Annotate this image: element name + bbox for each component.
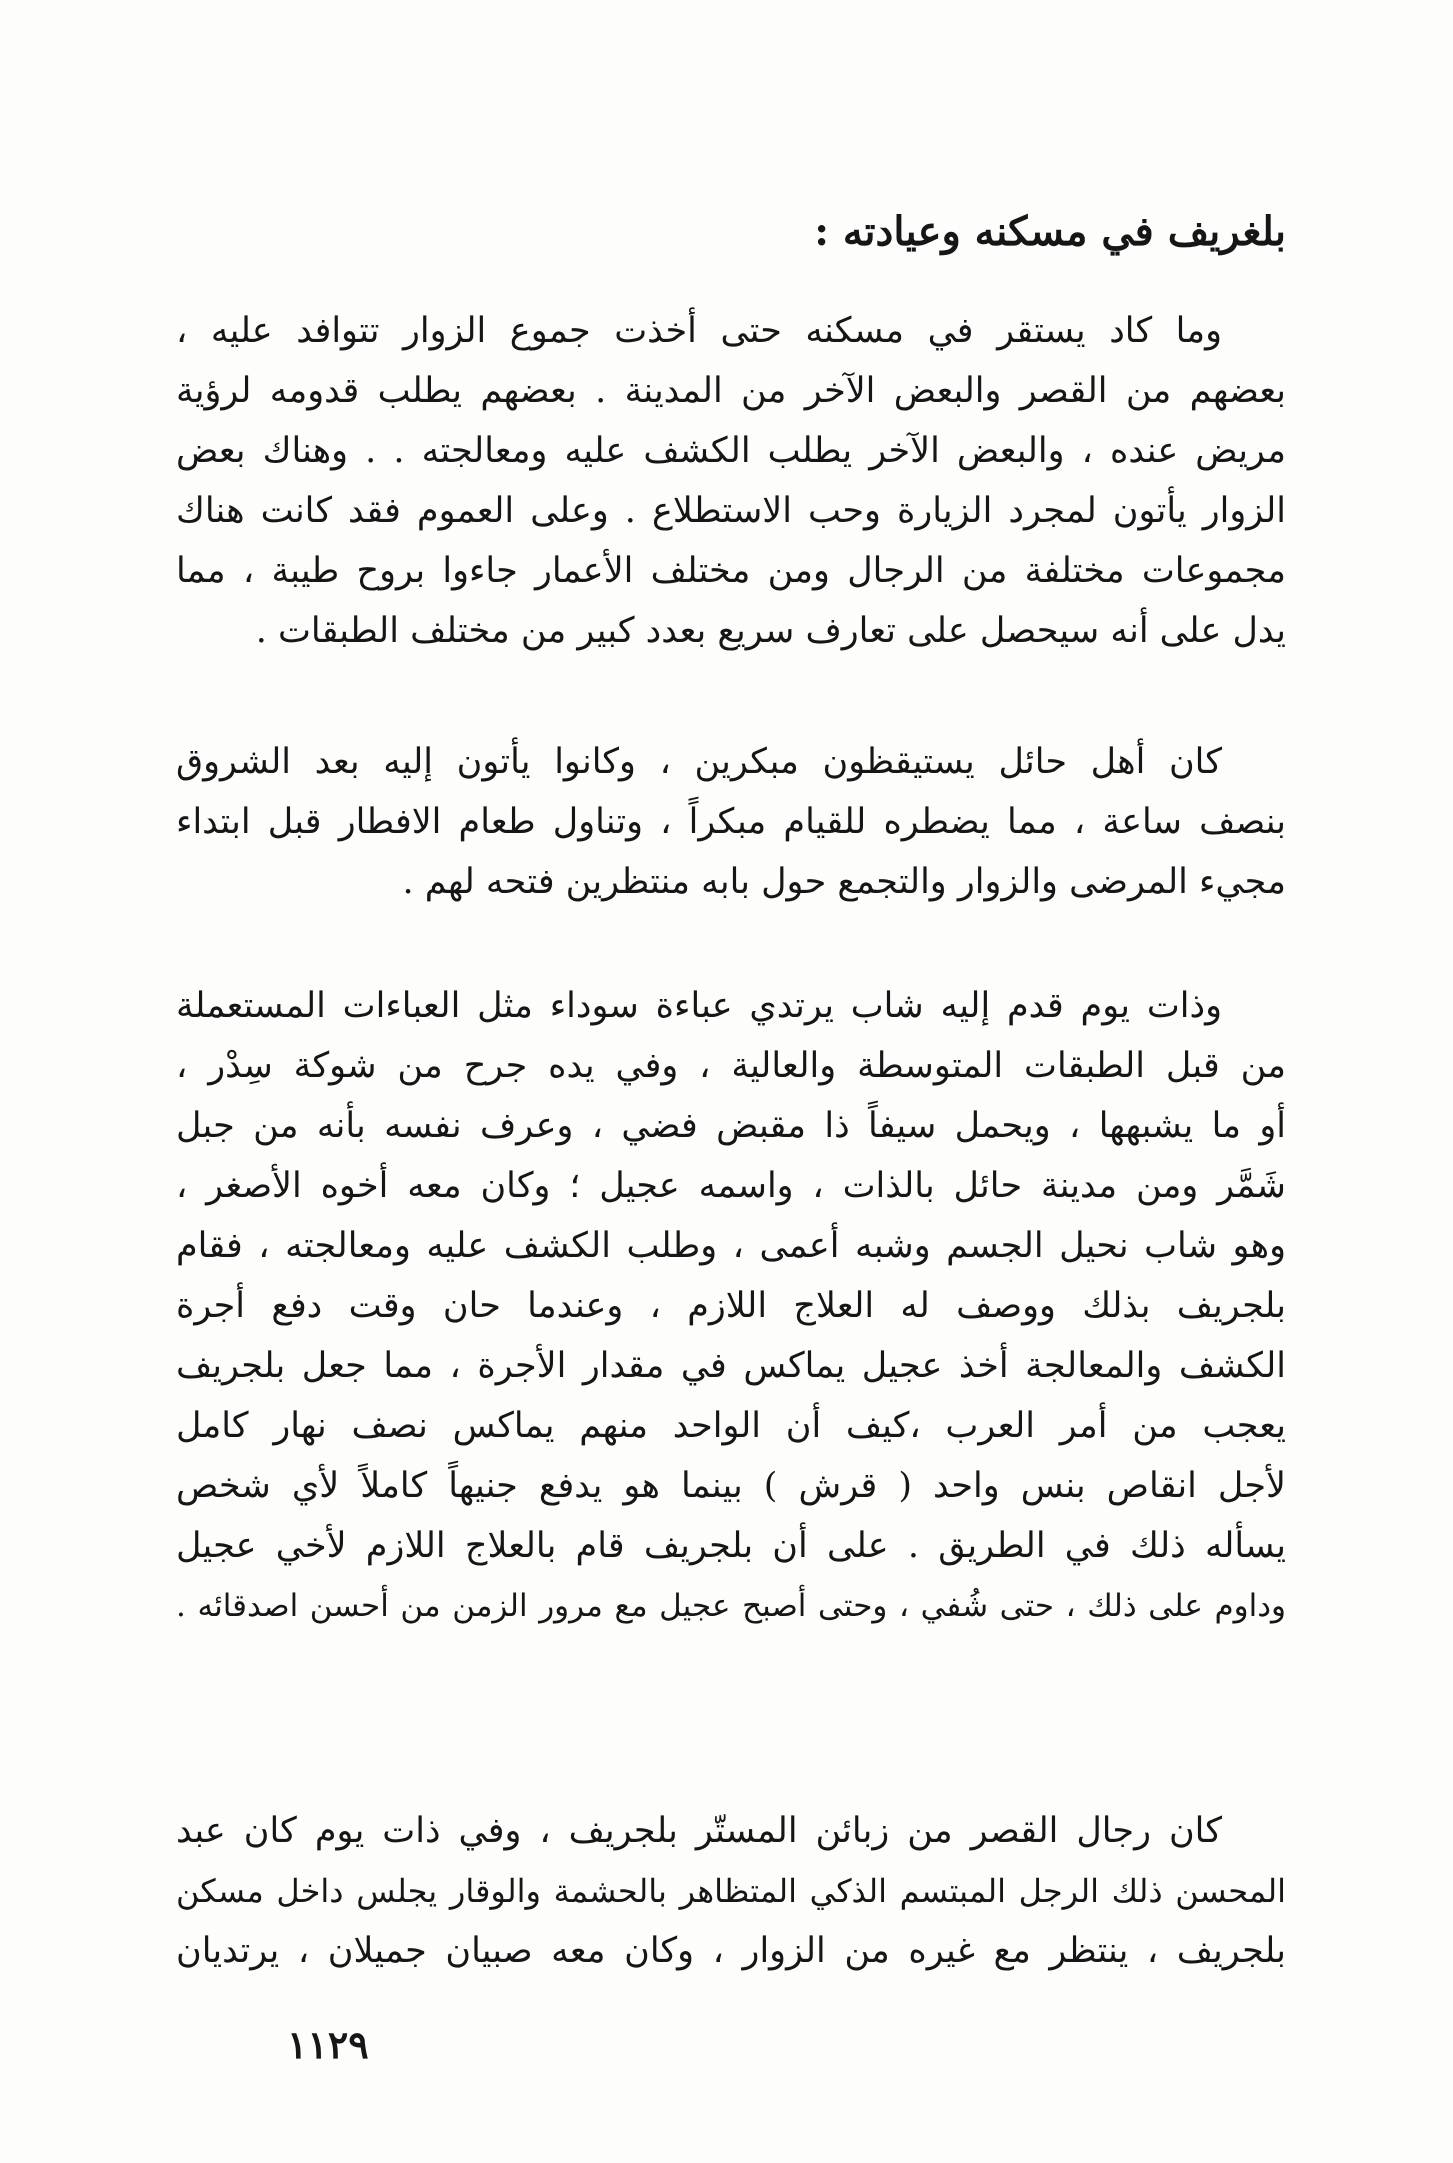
text-line: وذات يوم قدم إليه شاب يرتدي عباءة سوداء مثل العباءات المستعملة (176, 986, 1222, 1026)
text-line: بلجريف ، ينتظر مع غيره من الزوار ، وكان معه صبيان جميلان ، يرتديان (176, 1931, 1286, 1971)
text-line: وداوم على ذلك ، حتى شُفي ، وحتى أصبح عجيل مع مرور الزمن من أحسن اصدقائه . (176, 1588, 1286, 1624)
text-line: مجيء المرضى والزوار والتجمع حول بابه منتظرين فتحه لهم . (402, 862, 1286, 902)
text-line: بعضهم من القصر والبعض الآخر من المدينة . بعضهم يطلب قدومه لرؤية (176, 371, 1286, 411)
text-line: الزوار يأتون لمجرد الزيارة وحب الاستطلاع . وعلى العموم فقد كانت هناك (176, 491, 1286, 531)
text-line: يدل على أنه سيحصل على تعارف سريع بعدد كبير من مختلف الطبقات . (255, 611, 1286, 651)
text-line: من قبل الطبقات المتوسطة والعالية ، وفي يده جرح من شوكة سِدْر ، (176, 1046, 1286, 1086)
text-line: وما كاد يستقر في مسكنه حتى أخذت جموع الزوار تتوافد عليه ، (176, 311, 1222, 351)
text-line: وهو شاب نحيل الجسم وشبه أعمى ، وطلب الكشف عليه ومعالجته ، فقام (176, 1226, 1286, 1266)
text-line: بلجريف بذلك ووصف له العلاج اللازم ، وعندما حان وقت دفع أجرة (176, 1286, 1286, 1326)
text-line: كان رجال القصر من زبائن المستّر بلجريف ، وفي ذات يوم كان عبد (176, 1811, 1222, 1851)
text-line: بنصف ساعة ، مما يضطره للقيام مبكراً ، وتناول طعام الافطار قبل ابتداء (176, 802, 1286, 842)
text-line: المحسن ذلك الرجل المبتسم الذكي المتظاهر بالحشمة والوقار يجلس داخل مسكن (176, 1872, 1286, 1910)
text-line: كان أهل حائل يستيقظون مبكرين ، وكانوا يأتون إليه بعد الشروق (176, 742, 1222, 782)
text-line: لأجل انقاص بنس واحد ( قرش ) بينما هو يدفع جنيهاً كاملاً لأي شخص (176, 1466, 1286, 1506)
section-heading: بلغريف في مسكنه وعيادته : (814, 208, 1286, 255)
page-number: ١١٢٩ (287, 2022, 369, 2067)
paragraph-1 (176, 301, 1286, 661)
paragraph-3 (176, 976, 1286, 1636)
text-line: يعجب من أمر العرب ،كيف أن الواحد منهم يماكس نصف نهار كامل (176, 1406, 1286, 1446)
text-line: مريض عنده ، والبعض الآخر يطلب الكشف عليه ومعالجته . . وهناك بعض (176, 431, 1286, 471)
paragraph-2 (176, 732, 1286, 912)
text-line: يسأله ذلك في الطريق . على أن بلجريف قام بالعلاج اللازم لأخي عجيل (176, 1526, 1286, 1566)
text-line: الكشف والمعالجة أخذ عجيل يماكس في مقدار الأجرة ، مما جعل بلجريف (176, 1346, 1286, 1386)
text-line: مجموعات مختلفة من الرجال ومن مختلف الأعمار جاءوا بروح طيبة ، مما (176, 551, 1286, 591)
text-line: أو ما يشبهها ، ويحمل سيفاً ذا مقبض فضي ، وعرف نفسه بأنه من جبل (176, 1106, 1286, 1146)
text-line: شَمَّر ومن مدينة حائل بالذات ، واسمه عجيل ؛ وكان معه أخوه الأصغر ، (176, 1166, 1286, 1206)
paragraph-4 (176, 1801, 1286, 1981)
